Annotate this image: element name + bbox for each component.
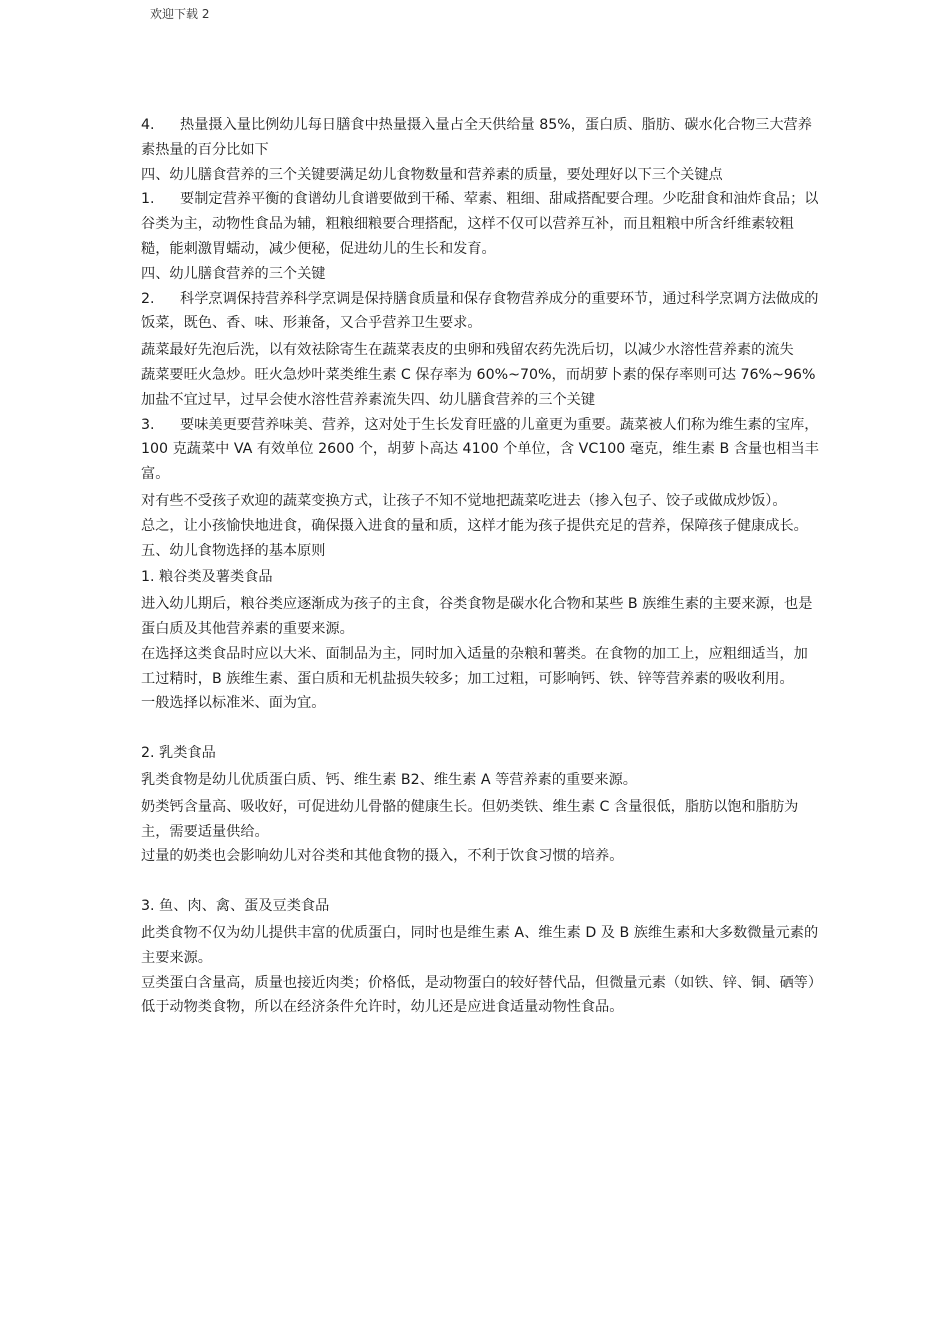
paragraph: 过量的奶类也会影响幼儿对谷类和其他食物的摄入，不利于饮食习惯的培养。 [141,848,624,865]
paragraph: 四、幼儿膳食营养的三个关键 [141,265,326,282]
list-number: 4. [141,117,155,133]
blank-line [141,869,821,894]
paragraph: 四、幼儿膳食营养的三个关键要满足幼儿食物数量和营养素的质量，要处理好以下三个关键点 [141,166,723,183]
paragraph: 蔬菜最好先泡后洗，以有效祛除寄生在蔬菜表皮的虫卵和残留农药先洗后切，以减少水溶性营养素的流失 [141,342,794,359]
paragraph: 乳类食物是幼儿优质蛋白质、钙、维生素 B2、维生素 A 等营养素的重要来源。 [141,771,637,788]
paragraph: 总之，让小孩愉快地进食，确保摄入进食的量和质，这样才能为孩子提供充足的营养，保障孩子健康成长。 [141,517,808,534]
paragraph [141,287,821,337]
page-header: 欢迎下载 2 [150,7,210,21]
paragraph [141,113,821,163]
paragraph-text: 要味美更要营养味美、营养，这对处于生长发育旺盛的儿童更为重要。蔬菜被人们称为维生素的宝库，100 克蔬菜中 VA 有效单位 2600 个，胡萝卜高达 4100 个单位，含 VC100 毫克，维生素 B 含量也相当丰富。 [141,416,819,483]
paragraph: 蔬菜要旺火急炒。旺火急炒叶菜类维生素 C 保存率为 60%~70%，而胡萝卜素的保存率则可达 76%~96% [141,366,816,383]
paragraph: 进入幼儿期后，粮谷类应逐渐成为孩子的主食，谷类食物是碳水化合物和某些 B 族维生素的主要来源，也是蛋白质及其他营养素的重要来源。 [141,596,813,637]
paragraph: 此类食物不仅为幼儿提供丰富的优质蛋白，同时也是维生素 A、维生素 D 及 B 族维生素和大多数微量元素的主要来源。 [141,924,819,966]
subsection-heading: 1. 粮谷类及薯类食品 [141,569,273,586]
section-heading: 五、幼儿食物选择的基本原则 [141,542,326,559]
document-body [141,113,821,1020]
list-number: 3. [141,416,155,433]
subsection-heading: 3. 鱼、肉、禽、蛋及豆类食品 [141,898,330,915]
blank-line [141,716,821,741]
paragraph [141,413,821,487]
list-number: 1. [141,191,155,208]
paragraph: 奶类钙含量高、吸收好，可促进幼儿骨骼的健康生长。但奶类铁、维生素 C 含量很低，脂肪以饱和脂肪为主，需要适量供给。 [141,798,799,840]
paragraph: 对有些不受孩子欢迎的蔬菜变换方式，让孩子不知不觉地把蔬菜吃进去（掺入包子、饺子或做成炒饭）。 [141,492,787,509]
subsection-heading: 2. 乳类食品 [141,745,216,762]
paragraph [141,187,821,261]
list-number: 2. [141,290,155,307]
paragraph: 在选择这类食品时应以大米、面制品为主，同时加入适量的杂粮和薯类。在食物的加工上，应粗细适当，加工过精时，B 族维生素、蛋白质和无机盐损失较多；加工过粗，可影响钙、铁、锌等营养素的吸收利用。 [141,645,808,687]
paragraph-text: 要制定营养平衡的食谱幼儿食谱要做到干稀、荤素、粗细、甜咸搭配要合理。少吃甜食和油炸食品；以谷类为主，动物性食品为辅，粗粮细粮要合理搭配，这样不仅可以营养互补，而且粗粮中所含纤维素较粗糙，能刺激胃蠕动，减少便秘，促进幼儿的生长和发育。 [141,191,819,257]
paragraph-text: 科学烹调保持营养科学烹调是保持膳食质量和保存食物营养成分的重要环节，通过科学烹调方法做成的饭菜，既色、香、味、形兼备，又合乎营养卫生要求。 [141,290,819,332]
paragraph: 加盐不宜过早，过早会使水溶性营养素流失四、幼儿膳食营养的三个关键 [141,391,596,408]
paragraph: 豆类蛋白含量高，质量也接近肉类；价格低，是动物蛋白的较好替代品，但微量元素（如铁、锌、铜、硒等）低于动物类食物，所以在经济条件允许时，幼儿还是应进食适量动物性食品。 [141,974,815,1016]
paragraph: 一般选择以标准米、面为宜。 [141,695,326,712]
paragraph-text: 热量摄入量比例幼儿每日膳食中热量摄入量占全天供给量 85%，蛋白质、脂肪、碳水化合物三大营养素热量的百分比如下 [141,117,812,158]
